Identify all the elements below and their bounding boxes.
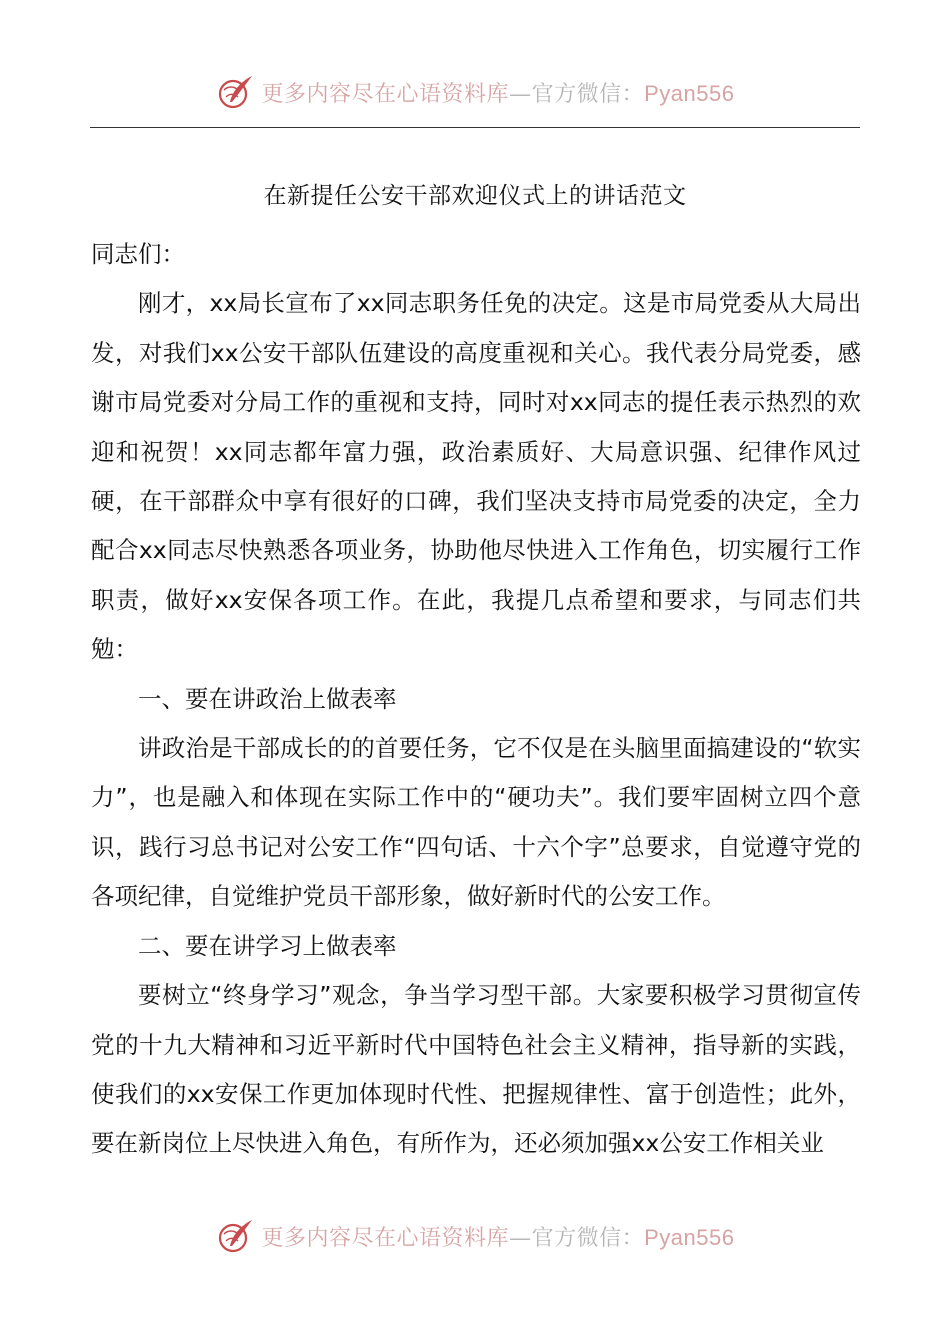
header-watermark xyxy=(0,70,950,114)
header-rule xyxy=(90,127,860,128)
document-title: 在新提任公安干部欢迎仪式上的讲话范文 xyxy=(263,183,687,209)
document-body xyxy=(91,230,861,1169)
watermark-text: 更多内容尽在心语资料库—官方微信：Pyan556 xyxy=(261,80,735,107)
paragraph-intro: 刚才，xx局长宣布了xx同志职务任免的决定。这是市局党委从大局出发，对我们xx公安干部队伍建设的高度重视和关心。我代表分局党委，感谢市局党委对分局工作的重视和支持，同时对xx同志的提任表示热烈的欢迎和祝贺！xx同志都年富力强，政治素质好、大局意识强、纪律作风过硬，在干部群众中享有很好的口碑，我们坚决支持市局党委的决定，全力配合xx同志尽快熟悉各项业务，协助他尽快进入工作角色，切实履行工作职责，做好xx安保各项工作。在此，我提几点希望和要求，与同志们共勉： xyxy=(91,289,861,664)
footer-watermark xyxy=(0,1214,950,1258)
watermark-text: 更多内容尽在心语资料库—官方微信：Pyan556 xyxy=(261,1224,735,1251)
quill-logo-icon xyxy=(216,1216,256,1256)
section-heading-2: 二、要在讲学习上做表率 xyxy=(138,931,397,960)
paragraph-section-1: 讲政治是干部成长的的首要任务，它不仅是在头脑里面搞建设的“软实力”，也是融入和体现在实际工作中的“硬功夫”。我们要牢固树立四个意识，践行习总书记对公安工作“四句话、十六个字”总要求，自觉遵守党的各项纪律，自觉维护党员干部形象，做好新时代的公安工作。 xyxy=(91,734,861,911)
quill-logo-icon xyxy=(216,72,256,112)
section-heading-1: 一、要在讲政治上做表率 xyxy=(138,684,397,713)
salutation: 同志们： xyxy=(91,240,185,268)
paragraph-section-2: 要树立“终身学习”观念，争当学习型干部。大家要积极学习贯彻宣传党的十九大精神和习近平新时代中国特色社会主义精神，指导新的实践，使我们的xx安保工作更加体现时代性、把握规律性、富于创造性；此外，要在新岗位上尽快进入角色，有所作为，还必须加强xx公安工作相关业 xyxy=(91,981,861,1158)
